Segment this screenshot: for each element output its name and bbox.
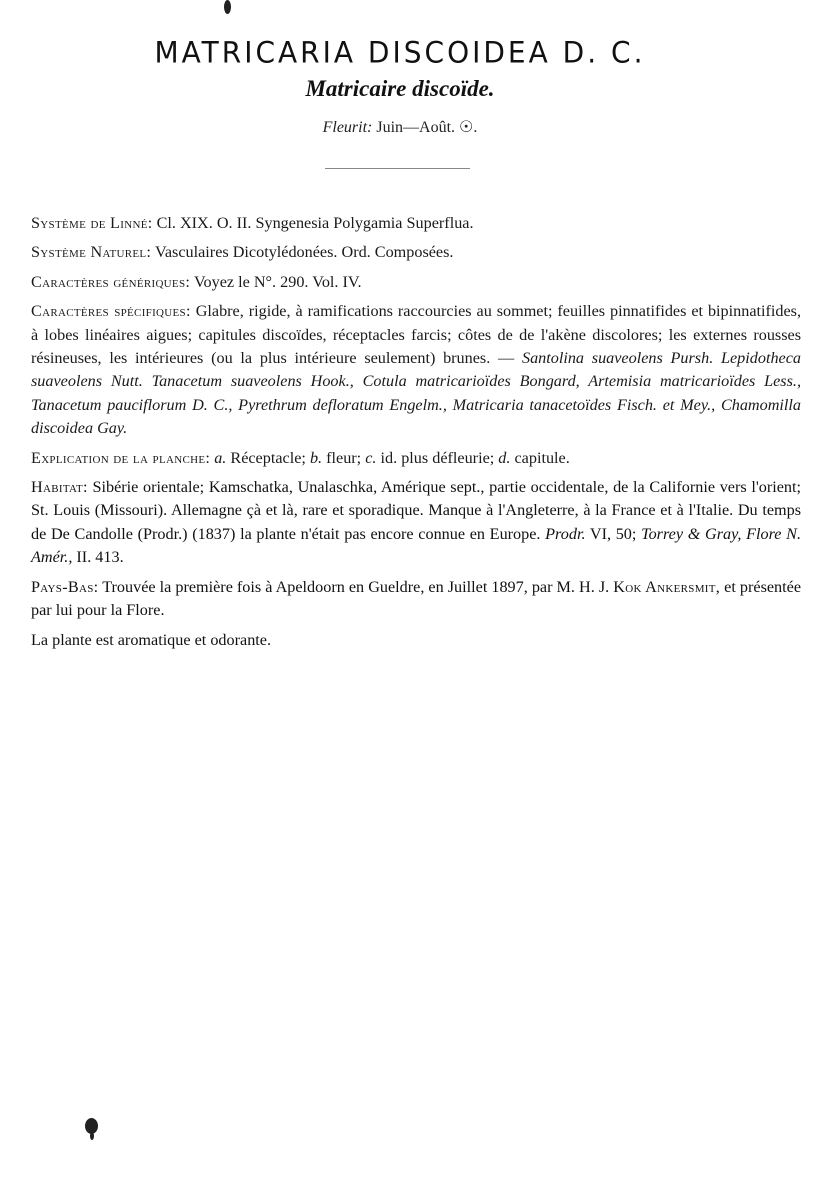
flowering-line bbox=[0, 117, 800, 137]
flowering-label: Fleurit: bbox=[322, 119, 373, 136]
collector-name: Kok Ankersmit, bbox=[613, 577, 721, 596]
section-label: Habitat: bbox=[31, 478, 88, 497]
section-label: Caractères spécifiques: bbox=[31, 302, 191, 321]
section-explication bbox=[31, 447, 801, 470]
section-text: Voyez le N°. 290. Vol. IV. bbox=[193, 272, 362, 291]
plate-item-text: id. plus défleurie; bbox=[380, 448, 495, 467]
section-naturel bbox=[31, 241, 801, 264]
plate-item-letter: c. bbox=[365, 448, 377, 467]
plate-item-letter: d. bbox=[498, 448, 511, 467]
section-habitat bbox=[31, 476, 801, 570]
plate-item-text: capitule. bbox=[514, 448, 570, 467]
plate-item-letter: b. bbox=[309, 448, 323, 467]
plate-item-text: fleur; bbox=[326, 448, 362, 467]
section-text: Vasculaires Dicotylédonées. Ord. Composées. bbox=[154, 243, 454, 262]
closing-note: La plante est aromatique et odorante. bbox=[31, 630, 272, 649]
plate-item-letter: a. bbox=[214, 448, 227, 467]
section-label: Caractères génériques: bbox=[31, 272, 191, 291]
section-label: Pays-Bas: bbox=[31, 577, 99, 596]
ink-speck-bottom-tail bbox=[90, 1132, 94, 1140]
section-text: Sibérie orientale; Kamschatka, Unalaschka, Amérique sept., partie occidentale, de la Californie vers l'orient; St. Louis (Missouri). Allemagne çà et là, rare et sporadique. Manque à l'Angleterre, à la France et à l'Italie. Du temps de De Candolle (Prodr.) (1837) la plante n'était pas encore connue en Europe. bbox=[31, 478, 802, 543]
section-label: Explication de la planche: bbox=[31, 448, 211, 467]
section-text: et présentée par lui pour la Flore. bbox=[31, 577, 802, 620]
section-label: Système de Linné: bbox=[31, 214, 153, 232]
section-generiques bbox=[31, 271, 801, 294]
synonyms-list: Santolina suaveolens Pursh. Lepidotheca suaveolens Nutt. Tanacetum suaveolens Hook., Cotula matricarioïdes Bongard, Artemisia matricarioïdes Less., Tanacetum pauciflorum D. C., Pyrethrum defloratum Engelm., Matricaria tanacetoïdes Fisch. et Mey., Chamomilla discoidea Gay. bbox=[31, 349, 802, 438]
flowering-value: Juin—Août. ☉. bbox=[376, 119, 478, 136]
section-linne bbox=[31, 212, 801, 235]
section-text: Cl. XIX. O. II. Syngenesia Polygamia Superflua. bbox=[156, 214, 474, 232]
description-body bbox=[31, 212, 801, 658]
plate-item-text: Réceptacle; bbox=[230, 448, 306, 467]
section-text: Glabre, rigide, à ramifications raccourcies au sommet; feuilles pinnatifides et bipinnatifides, à lobes linéaires aigues; capitules discoïdes, réceptacles farcis; côtes de de l'akène discolores; les externes rousses résineuses, les intérieures (ou la plus intérieure seulement) brunes. — bbox=[31, 302, 802, 368]
title-divider bbox=[325, 168, 470, 169]
section-specifiques bbox=[31, 300, 801, 440]
page-title: MATRICARIA DISCOIDEA D. C. bbox=[154, 35, 646, 70]
reference-title: Torrey & Gray, Flore N. Amér., bbox=[31, 524, 802, 567]
section-text: Trouvée la première fois à Apeldoorn en Gueldre, en Juillet 1897, par M. H. J. bbox=[102, 577, 610, 596]
reference-detail: VI, 50; bbox=[589, 524, 637, 543]
ink-speck-top bbox=[224, 0, 231, 14]
reference-title: Prodr. bbox=[545, 524, 586, 543]
section-label: Système Naturel: bbox=[31, 243, 152, 262]
page-subtitle: Matricaire discoïde. bbox=[305, 76, 495, 101]
section-paysbas bbox=[31, 576, 801, 623]
reference-detail: II. 413. bbox=[76, 548, 124, 567]
